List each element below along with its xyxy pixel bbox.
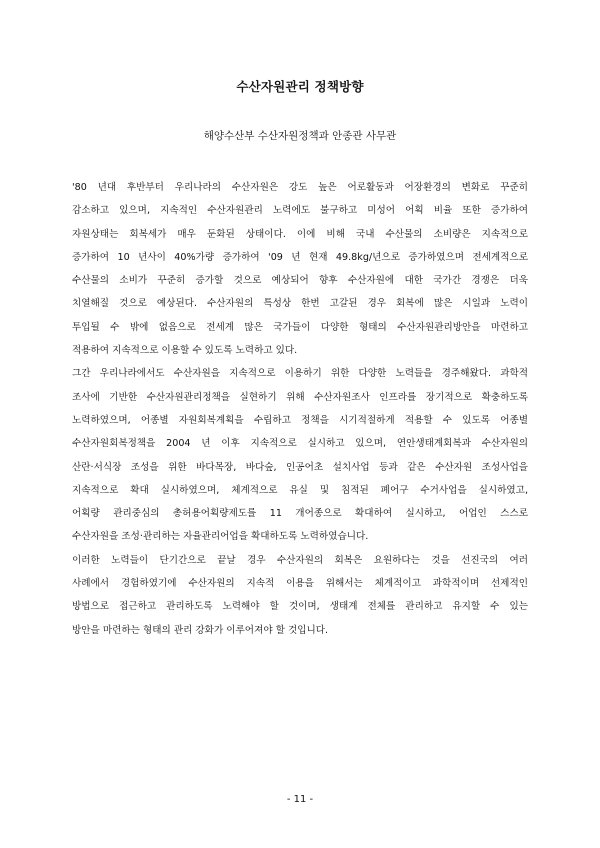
paragraph-3-line: 방안을 마련하는 형태의 관리 강화가 이루어져야 할 것입니다.	[72, 624, 329, 636]
paragraph-1-line: 증가하여 10 년사이 40%가량 증가하여 '09 년 현재 49.8kg/년으로 증가하였으며 전세계적으로	[72, 251, 528, 263]
page-number: - 11 -	[286, 794, 314, 805]
paragraph-3-line: 사례에서 경험하였기에 수산자원의 지속적 이용을 위해서는 체계적이고 과학적이며 선제적인	[72, 578, 528, 590]
body-text	[72, 176, 528, 642]
paragraph-3-line: 방법으로 접근하고 관리하도록 노력해야 할 것이며, 생태계 전체를 관리하고 유지할 수 있는	[72, 601, 528, 613]
paragraph-2-line: 조사에 기반한 수산자원관리정책을 실현하기 위해 수산자원조사 인프라를 장기적으로 확충하도록	[72, 391, 528, 403]
paragraph-2-line: 어획량 관리중심의 총허용어획량제도를 11 개어종으로 확대하여 실시하고, 어업인 스스로	[72, 508, 528, 520]
paragraph-1-line: 수산물의 소비가 꾸준히 증가할 것으로 예상되어 향후 수산자원에 대한 국가간 경쟁은 더욱	[72, 275, 528, 287]
paragraph-1-line: '80 년대 후반부터 우리나라의 수산자원은 강도 높은 어로활동과 어장환경의 변화로 꾸준히	[72, 182, 528, 193]
paragraph-1-line: 자원상태는 회복세가 매우 둔화된 상태이다. 이에 비해 국내 수산물의 소비량은 지속적으로	[72, 228, 528, 240]
paragraph-2-line: 노력하였으며, 어종별 자원회복계획을 수립하고 정책을 시기적절하게 적용할 수 있도록 어종별	[72, 414, 528, 426]
paragraph-1-line: 감소하고 있으며, 지속적인 수산자원관리 노력에도 불구하고 미성어 어획 비율 또한 증가하여	[72, 205, 528, 217]
paragraph-1-line: 투입될 수 밖에 없음으로 전세계 많은 국가들이 다양한 형태의 수산자원관리방안을 마련하고	[72, 321, 528, 333]
paragraph-2-line: 수산자원회복정책을 2004 년 이후 지속적으로 실시하고 있으며, 연안생태계회복과 수산자원의	[72, 438, 528, 450]
author-line: 해양수산부 수산자원정책과 안종관 사무관	[203, 130, 397, 142]
paragraph-3-line: 이러한 노력들이 단기간으로 끝날 경우 수산자원의 회복은 요원하다는 것을 선진국의 여러	[72, 554, 528, 566]
paragraph-2-line: 지속적으로 확대 실시하였으며, 체계적으로 유실 및 침적된 폐어구 수거사업을 실시하였고,	[72, 484, 528, 496]
paragraph-1-line: 적용하여 지속적으로 이용할 수 있도록 노력하고 있다.	[72, 345, 298, 357]
paragraph-2-line: 수산자원을 조성·관리하는 자율관리어업을 확대하도록 노력하였습니다.	[72, 531, 369, 543]
paragraph-2-line: 산란·서식장 조성을 위한 바다목장, 바다숲, 인공어초 설치사업 등과 같은 수산자원 조성사업을	[72, 461, 528, 473]
page-title: 수산자원관리 정책방향	[236, 79, 364, 94]
paragraph-2-line: 그간 우리나라에서도 수산자원을 지속적으로 이용하기 위한 다양한 노력들을 경주해왔다. 과학적	[72, 368, 528, 380]
paragraph-1-line: 치열해질 것으로 예상된다. 수산자원의 특성상 한번 고갈된 경우 회복에 많은 시일과 노력이	[72, 298, 528, 310]
